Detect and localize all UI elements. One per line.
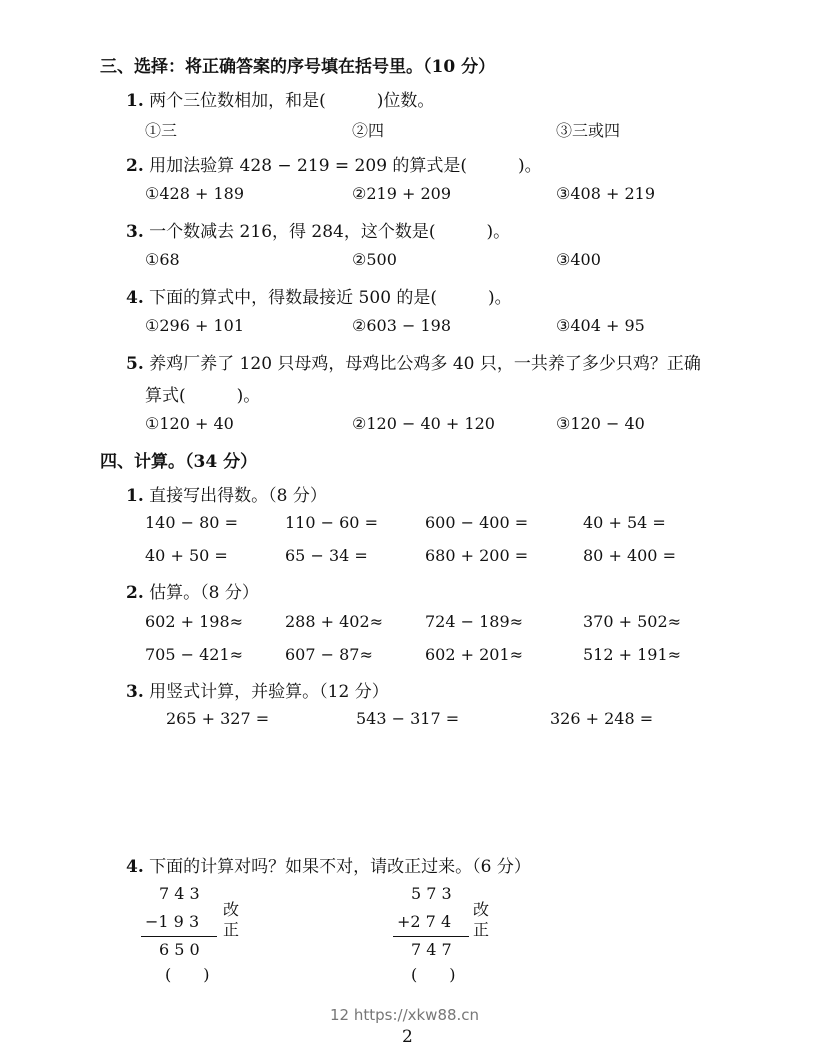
page-number: 2 xyxy=(402,1027,413,1047)
calc-question-3 xyxy=(126,677,389,702)
q4-option-2: ②603 − 198 xyxy=(352,316,451,335)
oral-calc-item: 80 + 400 = xyxy=(583,546,676,565)
watermark-text: 12 https://xkw88.cn xyxy=(330,1006,480,1024)
oral-calc-item: 65 − 34 = xyxy=(285,546,368,565)
q4-option-1: ①296 + 101 xyxy=(145,316,244,335)
correction-label xyxy=(472,900,490,940)
result: 7 4 7 xyxy=(411,940,452,959)
question-5-continued: 算式( )。 xyxy=(145,386,261,406)
answer-bracket: ( ) xyxy=(411,965,456,984)
operand-mid: +2 7 4 xyxy=(397,912,452,931)
question-text: 养鸡厂养了 120 只母鸡，母鸡比公鸡多 40 只，一共养了多少只鸡？正确 xyxy=(149,354,701,374)
question-3 xyxy=(126,217,510,242)
estimate-item: 705 − 421≈ xyxy=(145,645,244,664)
calc-question-1 xyxy=(126,481,327,506)
oral-calc-item: 110 − 60 = xyxy=(285,513,378,532)
operand-mid: −1 9 3 xyxy=(145,912,200,931)
vertical-calc-item: 265 + 327 = xyxy=(166,709,270,728)
vertical-calc-item: 543 − 317 = xyxy=(356,709,460,728)
question-text: 两个三位数相加，和是( )位数。 xyxy=(149,91,435,111)
question-number: 4. xyxy=(126,857,144,877)
q4-option-3: ③404 + 95 xyxy=(556,316,645,335)
q1-option-1: ①三 xyxy=(145,121,178,140)
question-4 xyxy=(126,283,512,308)
vertical-calc-item: 326 + 248 = xyxy=(550,709,654,728)
question-2 xyxy=(126,151,542,176)
question-text: 用加法验算 428 − 219 = 209 的算式是( )。 xyxy=(149,156,542,176)
oral-calc-item: 40 + 54 = xyxy=(583,513,666,532)
sum-line xyxy=(141,936,217,937)
estimate-item: 370 + 502≈ xyxy=(583,612,682,631)
question-text: 估算。（8 分） xyxy=(149,583,259,603)
question-5 xyxy=(126,349,701,374)
estimate-item: 607 − 87≈ xyxy=(285,645,373,664)
addend-top: 5 7 3 xyxy=(411,884,452,903)
estimate-item: 512 + 191≈ xyxy=(583,645,682,664)
question-number: 3. xyxy=(126,222,144,242)
question-text: 用竖式计算，并验算。（12 分） xyxy=(149,682,389,702)
oral-calc-item: 680 + 200 = xyxy=(425,546,529,565)
calc-question-2 xyxy=(126,578,259,603)
oral-calc-item: 600 − 400 = xyxy=(425,513,529,532)
q5-option-1: ①120 + 40 xyxy=(145,414,234,433)
question-number: 4. xyxy=(126,288,144,308)
question-text: 下面的计算对吗？如果不对，请改正过来。（6 分） xyxy=(149,857,531,877)
section-4-title: 四、计算。（34 分） xyxy=(100,452,258,472)
sum-line xyxy=(393,936,469,937)
correction-char: 改 xyxy=(472,900,489,919)
q3-option-1: ①68 xyxy=(145,250,180,269)
correction-label xyxy=(222,900,240,940)
addend-top: 7 4 3 xyxy=(159,884,200,903)
q5-option-2: ②120 − 40 + 120 xyxy=(352,414,495,433)
estimate-item: 602 + 198≈ xyxy=(145,612,244,631)
q1-option-2: ②四 xyxy=(352,121,385,140)
calc-question-4 xyxy=(126,852,531,877)
question-number: 5. xyxy=(126,354,144,374)
correction-char: 正 xyxy=(222,920,239,939)
q5-option-3: ③120 − 40 xyxy=(556,414,645,433)
estimate-item: 724 − 189≈ xyxy=(425,612,524,631)
question-number: 2. xyxy=(126,156,144,176)
correction-char: 正 xyxy=(472,920,489,939)
question-text: 一个数减去 216，得 284，这个数是( )。 xyxy=(149,222,511,242)
q2-option-3: ③408 + 219 xyxy=(556,184,655,203)
question-text: 下面的算式中，得数最接近 500 的是( )。 xyxy=(149,288,512,308)
result: 6 5 0 xyxy=(159,940,200,959)
question-text: 直接写出得数。（8 分） xyxy=(149,486,327,506)
q2-option-1: ①428 + 189 xyxy=(145,184,244,203)
question-number: 3. xyxy=(126,682,144,702)
section-3-title: 三、选择：将正确答案的序号填在括号里。（10 分） xyxy=(100,57,496,77)
correction-char: 改 xyxy=(222,900,239,919)
oral-calc-item: 40 + 50 = xyxy=(145,546,228,565)
estimate-item: 602 + 201≈ xyxy=(425,645,524,664)
q2-option-2: ②219 + 209 xyxy=(352,184,451,203)
estimate-item: 288 + 402≈ xyxy=(285,612,384,631)
answer-bracket: ( ) xyxy=(165,965,210,984)
question-1 xyxy=(126,86,434,111)
question-number: 1. xyxy=(126,486,144,506)
question-number: 2. xyxy=(126,583,144,603)
q3-option-2: ②500 xyxy=(352,250,397,269)
q1-option-3: ③三或四 xyxy=(556,121,621,140)
oral-calc-item: 140 − 80 = xyxy=(145,513,238,532)
q3-option-3: ③400 xyxy=(556,250,601,269)
question-number: 1. xyxy=(126,91,144,111)
